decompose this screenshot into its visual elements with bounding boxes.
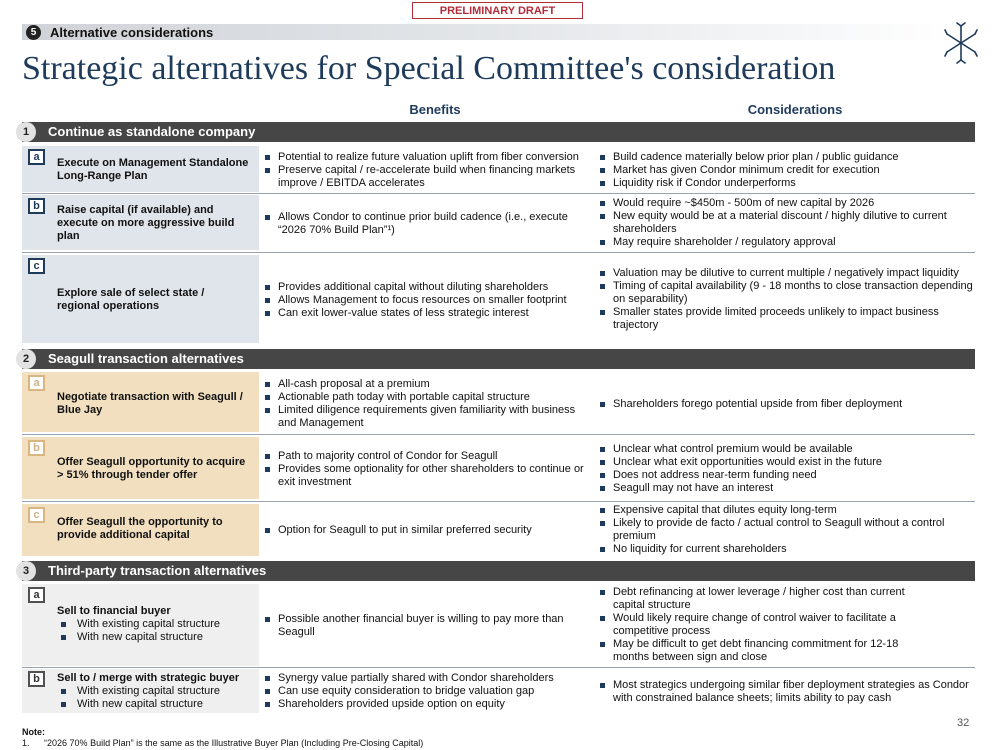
list-item: Option for Seagull to put in similar preferred security	[264, 524, 594, 537]
row-divider	[22, 501, 975, 502]
row-letter-badge: b	[28, 198, 45, 214]
group-bar-seagull	[22, 349, 975, 369]
considerations-list	[599, 679, 979, 705]
list-item: Would likely require change of control waiver to facilitate a competitive process	[599, 612, 929, 638]
considerations-list	[599, 443, 974, 495]
considerations-list	[599, 504, 974, 556]
list-item: Provides additional capital without diluting shareholders	[264, 281, 594, 294]
row-divider	[22, 434, 975, 435]
list-item: Actionable path today with portable capital structure	[264, 391, 594, 404]
list-item: Valuation may be dilutive to current multiple / negatively impact liquidity	[599, 267, 974, 280]
footnote	[22, 727, 423, 749]
list-item: Unclear what control premium would be available	[599, 443, 974, 456]
row-letter-badge: a	[28, 587, 45, 603]
list-item: Synergy value partially shared with Condor shareholders	[264, 672, 594, 685]
section-number: 5	[26, 25, 41, 40]
list-item: Seagull may not have an interest	[599, 482, 974, 495]
note-label: Note:	[22, 727, 45, 737]
list-item: Does not address near-term funding need	[599, 469, 974, 482]
list-item: New equity would be at a material discount / highly dilutive to current shareholders	[599, 210, 974, 236]
list-item: Timing of capital availability (9 - 18 months to close transaction depending on separability)	[599, 280, 974, 306]
row-label: Explore sale of select state / regional operations	[57, 287, 205, 312]
note-number: 1.	[22, 738, 30, 748]
group-number: 1	[16, 122, 36, 142]
row-divider	[22, 193, 975, 194]
row-divider	[22, 667, 975, 668]
list-item: Unclear what exit opportunities would exist in the future	[599, 456, 974, 469]
list-item: With existing capital structure	[57, 685, 255, 698]
row-label-block	[57, 672, 255, 711]
benefits-list	[264, 672, 594, 711]
row-letter-badge: b	[28, 671, 45, 687]
section-title: Alternative considerations	[50, 25, 214, 40]
list-item: Allows Condor to continue prior build cadence (i.e., execute “2026 70% Build Plan”¹)	[264, 211, 594, 237]
row-label: Raise capital (if available) and execute on more aggressive build plan	[57, 204, 235, 242]
list-item: All-cash proposal at a premium	[264, 378, 594, 391]
list-item: Debt refinancing at lower leverage / higher cost than current capital structure	[599, 586, 929, 612]
list-item: With new capital structure	[57, 631, 255, 644]
list-item: Allows Management to focus resources on smaller footprint	[264, 294, 594, 307]
list-item: Expensive capital that dilutes equity long-term	[599, 504, 974, 517]
page-number: 32	[957, 717, 970, 729]
benefits-list	[264, 613, 594, 639]
row-label: Negotiate transaction with Seagull / Blue Jay	[57, 391, 243, 416]
page-title: Strategic alternatives for Special Committee's consideration	[22, 50, 836, 87]
considerations-list	[599, 586, 929, 664]
row-letter-badge: c	[28, 258, 45, 274]
preliminary-draft-stamp: PRELIMINARY DRAFT	[412, 2, 583, 19]
list-item: Preserve capital / re-accelerate build when financing markets improve / EBITDA accelerates	[264, 164, 594, 190]
benefits-list	[264, 151, 594, 190]
note-line	[22, 738, 423, 749]
benefits-list	[264, 378, 594, 430]
note-text: “2026 70% Build Plan” is the same as the Illustrative Buyer Plan (Including Pre-Closing Capital)	[44, 738, 424, 748]
benefits-list	[264, 450, 594, 489]
group-bar-standalone	[22, 122, 975, 142]
group-title: Third-party transaction alternatives	[48, 563, 267, 578]
group-number: 3	[16, 561, 36, 581]
benefits-list	[264, 281, 594, 320]
row-label: Sell to / merge with strategic buyer	[57, 672, 240, 684]
list-item: Most strategics undergoing similar fiber deployment strategies as Condor with constrained balance sheets; limits ability to pay cash	[599, 679, 979, 705]
benefits-list	[264, 524, 594, 537]
list-item: Shareholders provided upside option on equity	[264, 698, 594, 711]
list-item: With existing capital structure	[57, 618, 255, 631]
list-item: Smaller states provide limited proceeds unlikely to impact business trajectory	[599, 306, 974, 332]
group-title: Seagull transaction alternatives	[48, 351, 244, 366]
list-item: Shareholders forego potential upside from fiber deployment	[599, 398, 974, 411]
row-letter-badge: c	[28, 507, 45, 523]
asterisk-snowflake-icon	[944, 22, 978, 64]
row-label: Offer Seagull opportunity to acquire > 51% through tender offer	[57, 456, 246, 481]
list-item: With new capital structure	[57, 698, 255, 711]
list-item: Limited diligence requirements given familiarity with business and Management	[264, 404, 594, 430]
list-item: Liquidity risk if Condor underperforms	[599, 177, 974, 190]
list-item: May be difficult to get debt financing commitment for 12-18 months between sign and close	[599, 638, 929, 664]
list-item: Can use equity consideration to bridge valuation gap	[264, 685, 594, 698]
benefits-list	[264, 211, 594, 237]
row-letter-badge: a	[28, 375, 45, 391]
considerations-list	[599, 398, 974, 411]
list-item: Would require ~$450m - 500m of new capital by 2026	[599, 197, 974, 210]
row-label: Offer Seagull the opportunity to provide additional capital	[57, 516, 223, 541]
list-item: Provides some optionality for other shareholders to continue or exit investment	[264, 463, 594, 489]
group-title: Continue as standalone company	[48, 124, 256, 139]
list-item: Potential to realize future valuation uplift from fiber conversion	[264, 151, 594, 164]
considerations-list	[599, 267, 974, 332]
group-number: 2	[16, 349, 36, 369]
benefits-column-header: Benefits	[409, 102, 461, 117]
list-item: Can exit lower-value states of less strategic interest	[264, 307, 594, 320]
list-item: No liquidity for current shareholders	[599, 543, 974, 556]
list-item: Path to majority control of Condor for Seagull	[264, 450, 594, 463]
row-divider	[22, 252, 975, 253]
row-letter-badge: b	[28, 440, 45, 456]
considerations-list	[599, 197, 974, 249]
list-item: Possible another financial buyer is willing to pay more than Seagull	[264, 613, 594, 639]
considerations-list	[599, 151, 974, 190]
row-label: Sell to financial buyer	[57, 605, 171, 617]
group-bar-third-party	[22, 561, 975, 581]
row-label: Execute on Management Standalone Long-Range Plan	[57, 157, 249, 182]
list-item: Build cadence materially below prior plan / public guidance	[599, 151, 974, 164]
list-item: Likely to provide de facto / actual control to Seagull without a control premium	[599, 517, 974, 543]
row-label-block	[57, 605, 255, 644]
list-item: Market has given Condor minimum credit for execution	[599, 164, 974, 177]
list-item: May require shareholder / regulatory approval	[599, 236, 974, 249]
considerations-column-header: Considerations	[747, 102, 843, 117]
row-letter-badge: a	[28, 149, 45, 165]
